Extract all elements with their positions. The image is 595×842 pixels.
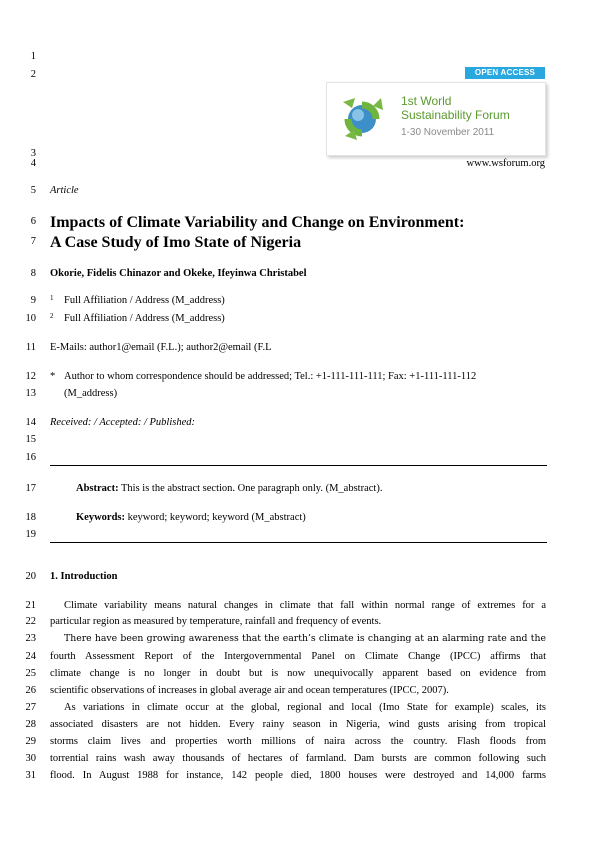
line-number: 25 xyxy=(25,668,36,679)
body-line: Climate variability means natural changes in climate that fall within normal range of extremes for a xyxy=(64,600,546,611)
line-number: 5 xyxy=(30,185,36,196)
open-access-badge: OPEN ACCESS xyxy=(465,67,545,79)
affiliation-mark: 1 xyxy=(50,294,54,302)
line-number: 17 xyxy=(25,483,36,494)
publication-dates: Received: / Accepted: / Published: xyxy=(50,417,195,428)
body-line: torrential rains wash away thousands of hectares of farmland. Dam bursts are common following such xyxy=(50,753,546,764)
line-number: 28 xyxy=(25,719,36,730)
line-number: 7 xyxy=(30,236,36,247)
affiliation-text: Full Affiliation / Address (M_address) xyxy=(64,313,225,324)
affiliation-mark: 2 xyxy=(50,312,54,320)
line-number: 12 xyxy=(25,371,36,382)
body-line: As variations in climate occur at the global, regional and local (Imo State for example) scales, its xyxy=(64,702,546,713)
recycle-globe-icon xyxy=(335,92,389,144)
line-number: 3 xyxy=(30,148,36,159)
section-heading: 1. Introduction xyxy=(50,571,118,582)
body-line: scientific observations of increases in global average air and ocean temperatures (IPCC, 2007). xyxy=(50,685,449,696)
body-line: associated disasters are not hidden. Every rainy season in Nigeria, wind gusts arising from tropical xyxy=(50,719,546,730)
line-number: 29 xyxy=(25,736,36,747)
logo-dates: 1-30 November 2011 xyxy=(401,127,495,138)
line-number: 31 xyxy=(25,770,36,781)
line-number: 18 xyxy=(25,512,36,523)
paper-title-line2: A Case Study of Imo State of Nigeria xyxy=(50,234,302,251)
logo-title-line1: 1st World xyxy=(401,94,452,108)
line-number: 22 xyxy=(25,616,36,627)
affiliation-text: Full Affiliation / Address (M_address) xyxy=(64,295,225,306)
emails: E-Mails: author1@email (F.L.); author2@email (F.L xyxy=(50,342,272,353)
line-number: 15 xyxy=(25,434,36,445)
line-number: 10 xyxy=(25,313,36,324)
body-line: particular region as measured by temperature, rainfall and frequency of events. xyxy=(50,616,382,627)
journal-url[interactable]: www.wsforum.org xyxy=(466,158,545,169)
line-number: 26 xyxy=(25,685,36,696)
abstract-bottom-rule xyxy=(50,542,547,543)
line-number: 13 xyxy=(25,388,36,399)
line-number: 11 xyxy=(25,342,36,353)
keywords-label: Keywords: xyxy=(76,512,125,523)
line-number: 21 xyxy=(25,600,36,611)
body-line: There have been growing awareness that the earth’s climate is changing at an alarming rate and the xyxy=(64,633,546,644)
line-number: 9 xyxy=(30,295,36,306)
line-number: 27 xyxy=(25,702,36,713)
keywords xyxy=(76,512,306,524)
abstract-label: Abstract: xyxy=(76,483,119,494)
line-number: 19 xyxy=(25,529,36,540)
logo-title-line2: Sustainability Forum xyxy=(401,108,510,122)
paper-title-line1: Impacts of Climate Variability and Change on Environment: xyxy=(50,214,465,231)
line-number: 14 xyxy=(25,417,36,428)
line-number: 2 xyxy=(30,69,36,80)
abstract-text: This is the abstract section. One paragraph only. (M_abstract). xyxy=(118,483,383,494)
body-line: climate change is no longer in doubt but is now unequivocally apparent based on evidence from xyxy=(50,668,546,679)
authors: Okorie, Fidelis Chinazor and Okeke, Ifeyinwa Christabel xyxy=(50,268,307,279)
line-number: 4 xyxy=(30,158,36,169)
line-number: 8 xyxy=(30,268,36,279)
line-number: 6 xyxy=(30,216,36,227)
article-type: Article xyxy=(50,185,79,196)
line-number: 20 xyxy=(25,571,36,582)
forum-logo xyxy=(326,82,546,156)
line-number: 16 xyxy=(25,452,36,463)
line-number: 24 xyxy=(25,651,36,662)
correspondence-mark: * xyxy=(50,371,56,382)
body-line: flood. In August 1988 for instance, 142 people died, 1800 houses were destroyed and 14,000 farms xyxy=(50,770,546,781)
abstract-top-rule xyxy=(50,465,547,466)
line-number: 23 xyxy=(25,633,36,644)
body-line: fourth Assessment Report of the Intergovernmental Panel on Climate Change (IPCC) affirms that xyxy=(50,651,546,662)
correspondence-line: Author to whom correspondence should be addressed; Tel.: +1-111-111-111; Fax: +1-111-111-112 xyxy=(64,371,477,382)
line-number: 30 xyxy=(25,753,36,764)
line-number: 1 xyxy=(30,51,36,62)
keywords-text: keyword; keyword; keyword (M_abstract) xyxy=(125,512,306,523)
body-line: storms claim lives and properties worth millions of naira across the country. Flash floods from xyxy=(50,736,546,747)
abstract xyxy=(76,483,382,495)
correspondence-address: (M_address) xyxy=(64,388,118,399)
